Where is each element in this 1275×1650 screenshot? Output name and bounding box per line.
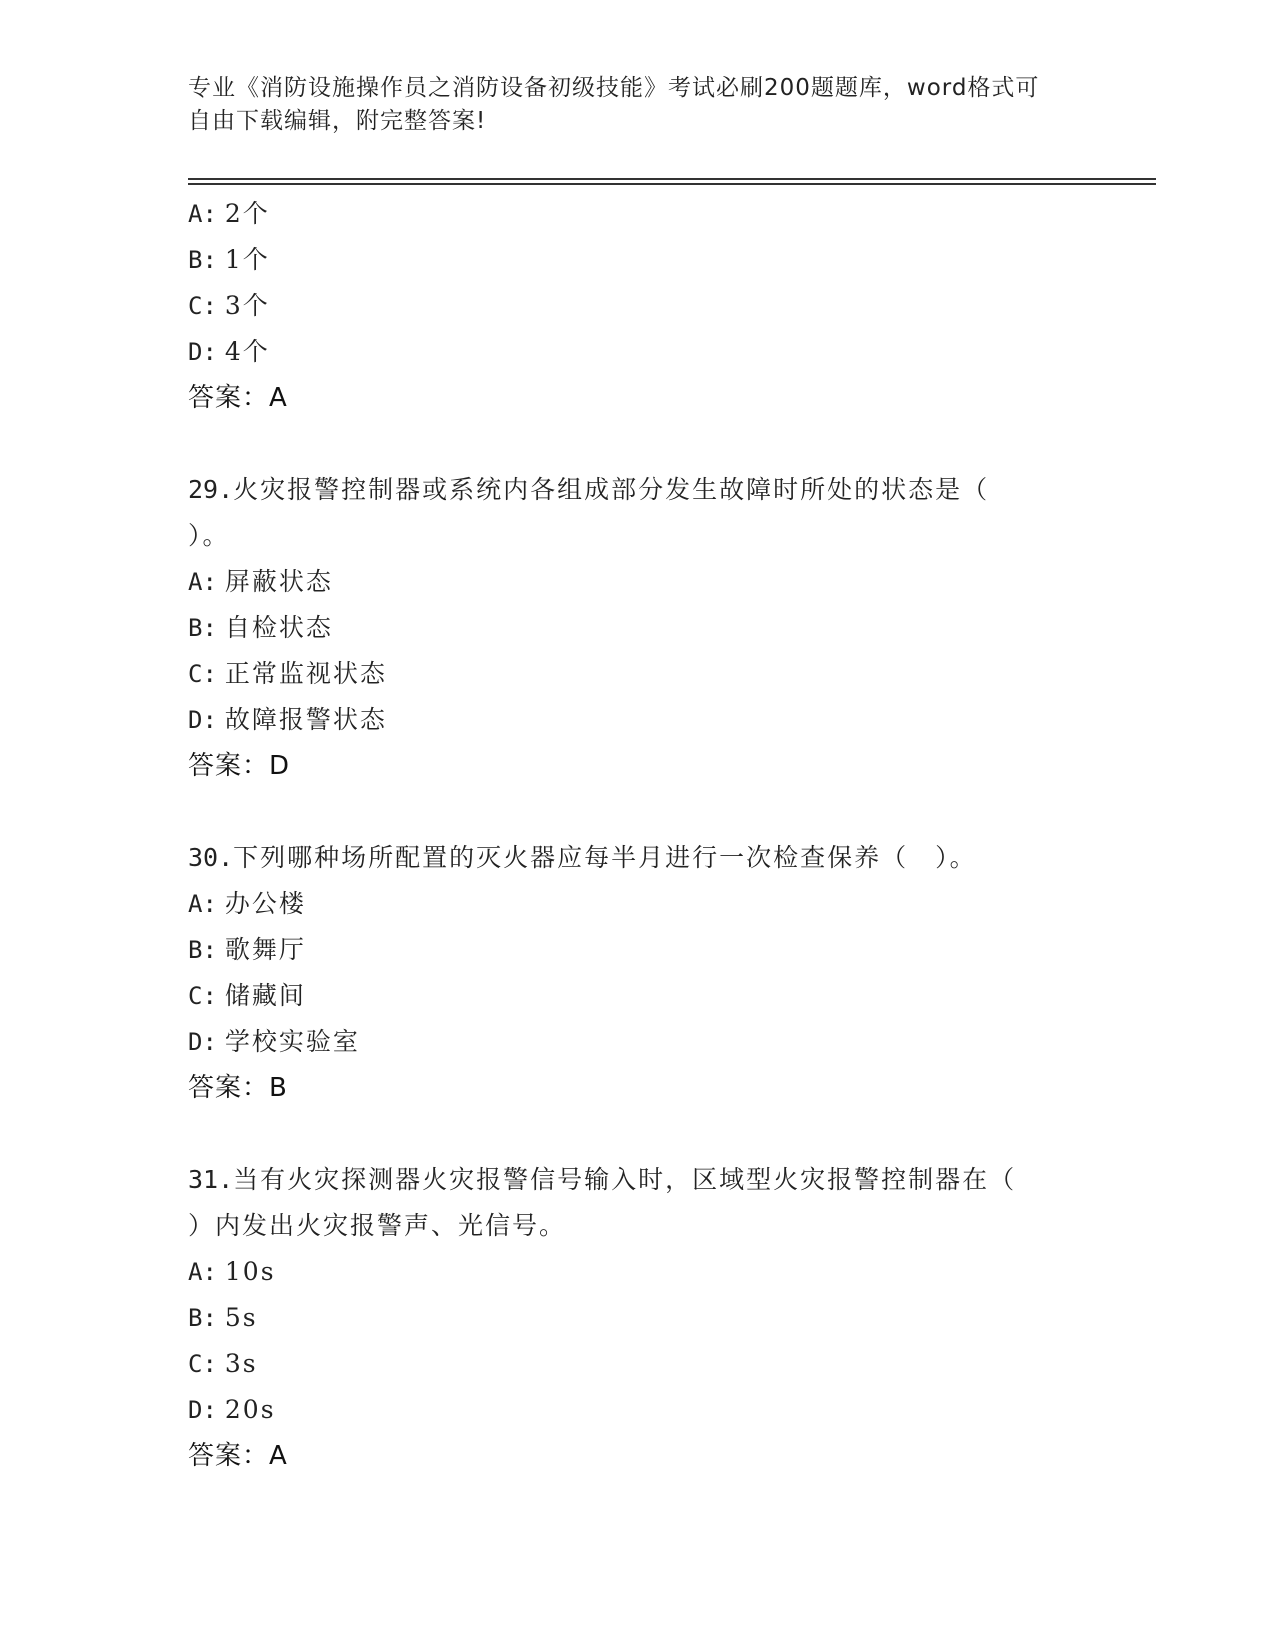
option-text: 2个 xyxy=(224,199,270,228)
document-header xyxy=(188,72,1088,138)
option-text: 1个 xyxy=(224,245,270,274)
option-text: 3个 xyxy=(224,291,270,320)
answer-line: 答案：B xyxy=(188,1073,288,1103)
header-title-line-2: 自由下载编辑，附完整答案! xyxy=(188,108,487,134)
header-title-line-1: 专业《消防设施操作员之消防设备初级技能》考试必刷200题题库，word格式可 xyxy=(188,75,1040,101)
option-b xyxy=(188,237,1088,283)
question-stem-line-2: ）内发出火灾报警声、光信号。 xyxy=(188,1211,567,1240)
option-label: D: xyxy=(188,706,217,734)
option-b xyxy=(188,1295,1088,1341)
option-label: B: xyxy=(188,1304,217,1332)
header-divider-bottom xyxy=(188,183,1156,185)
option-d xyxy=(188,1019,1088,1065)
header-divider-top xyxy=(188,178,1156,180)
question-list xyxy=(188,191,1088,1479)
option-label: B: xyxy=(188,614,217,642)
option-label: D: xyxy=(188,1028,217,1056)
option-label: C: xyxy=(188,660,217,688)
option-d xyxy=(188,329,1088,375)
option-text: 故障报警状态 xyxy=(224,705,387,734)
question-stem-text: 当有火灾探测器火灾报警信号输入时，区域型火灾报警控制器在（ xyxy=(233,1165,1017,1194)
option-label: B: xyxy=(188,936,217,964)
answer-line: 答案：A xyxy=(188,383,288,413)
option-d xyxy=(188,697,1088,743)
question-stem-line-1 xyxy=(188,1157,1088,1203)
question-stem-line-2: ）。 xyxy=(188,521,230,550)
option-text: 正常监视状态 xyxy=(224,659,387,688)
option-c xyxy=(188,651,1088,697)
option-label: C: xyxy=(188,982,217,1010)
question-block-previous xyxy=(188,191,1088,421)
question-stem-text: 火灾报警控制器或系统内各组成部分发生故障时所处的状态是（ xyxy=(233,475,990,504)
option-label: D: xyxy=(188,1396,217,1424)
question-stem-line-1 xyxy=(188,835,1088,881)
question-stem-text: 下列哪种场所配置的灭火器应每半月进行一次检查保养（ ）。 xyxy=(233,843,977,872)
option-a xyxy=(188,191,1088,237)
option-label: A: xyxy=(188,568,217,596)
question-block-30 xyxy=(188,835,1088,1111)
spacer xyxy=(188,1111,1088,1157)
option-d xyxy=(188,1387,1088,1433)
option-text: 10s xyxy=(224,1257,276,1286)
question-block-29 xyxy=(188,467,1088,789)
option-text: 4个 xyxy=(224,337,270,366)
option-text: 办公楼 xyxy=(224,889,306,918)
option-label: B: xyxy=(188,246,217,274)
option-b xyxy=(188,927,1088,973)
question-number: 29. xyxy=(188,475,234,504)
option-b xyxy=(188,605,1088,651)
option-text: 储藏间 xyxy=(224,981,306,1010)
option-label: A: xyxy=(188,890,217,918)
question-stem-line-1 xyxy=(188,467,1088,513)
option-text: 歌舞厅 xyxy=(224,935,306,964)
spacer xyxy=(188,789,1088,835)
option-label: C: xyxy=(188,292,217,320)
option-a xyxy=(188,1249,1088,1295)
option-text: 20s xyxy=(224,1395,276,1424)
option-a xyxy=(188,559,1088,605)
answer-line: 答案：A xyxy=(188,1441,288,1471)
option-text: 自检状态 xyxy=(224,613,333,642)
answer-line: 答案：D xyxy=(188,751,291,781)
option-label: A: xyxy=(188,1258,217,1286)
spacer xyxy=(188,421,1088,467)
option-text: 3s xyxy=(224,1349,258,1378)
option-label: A: xyxy=(188,200,217,228)
option-text: 5s xyxy=(224,1303,258,1332)
option-c xyxy=(188,1341,1088,1387)
option-c xyxy=(188,973,1088,1019)
option-c xyxy=(188,283,1088,329)
question-block-31 xyxy=(188,1157,1088,1479)
option-text: 屏蔽状态 xyxy=(224,567,333,596)
option-label: D: xyxy=(188,338,217,366)
option-text: 学校实验室 xyxy=(224,1027,360,1056)
question-number: 31. xyxy=(188,1165,234,1194)
option-a xyxy=(188,881,1088,927)
question-number: 30. xyxy=(188,843,234,872)
option-label: C: xyxy=(188,1350,217,1378)
